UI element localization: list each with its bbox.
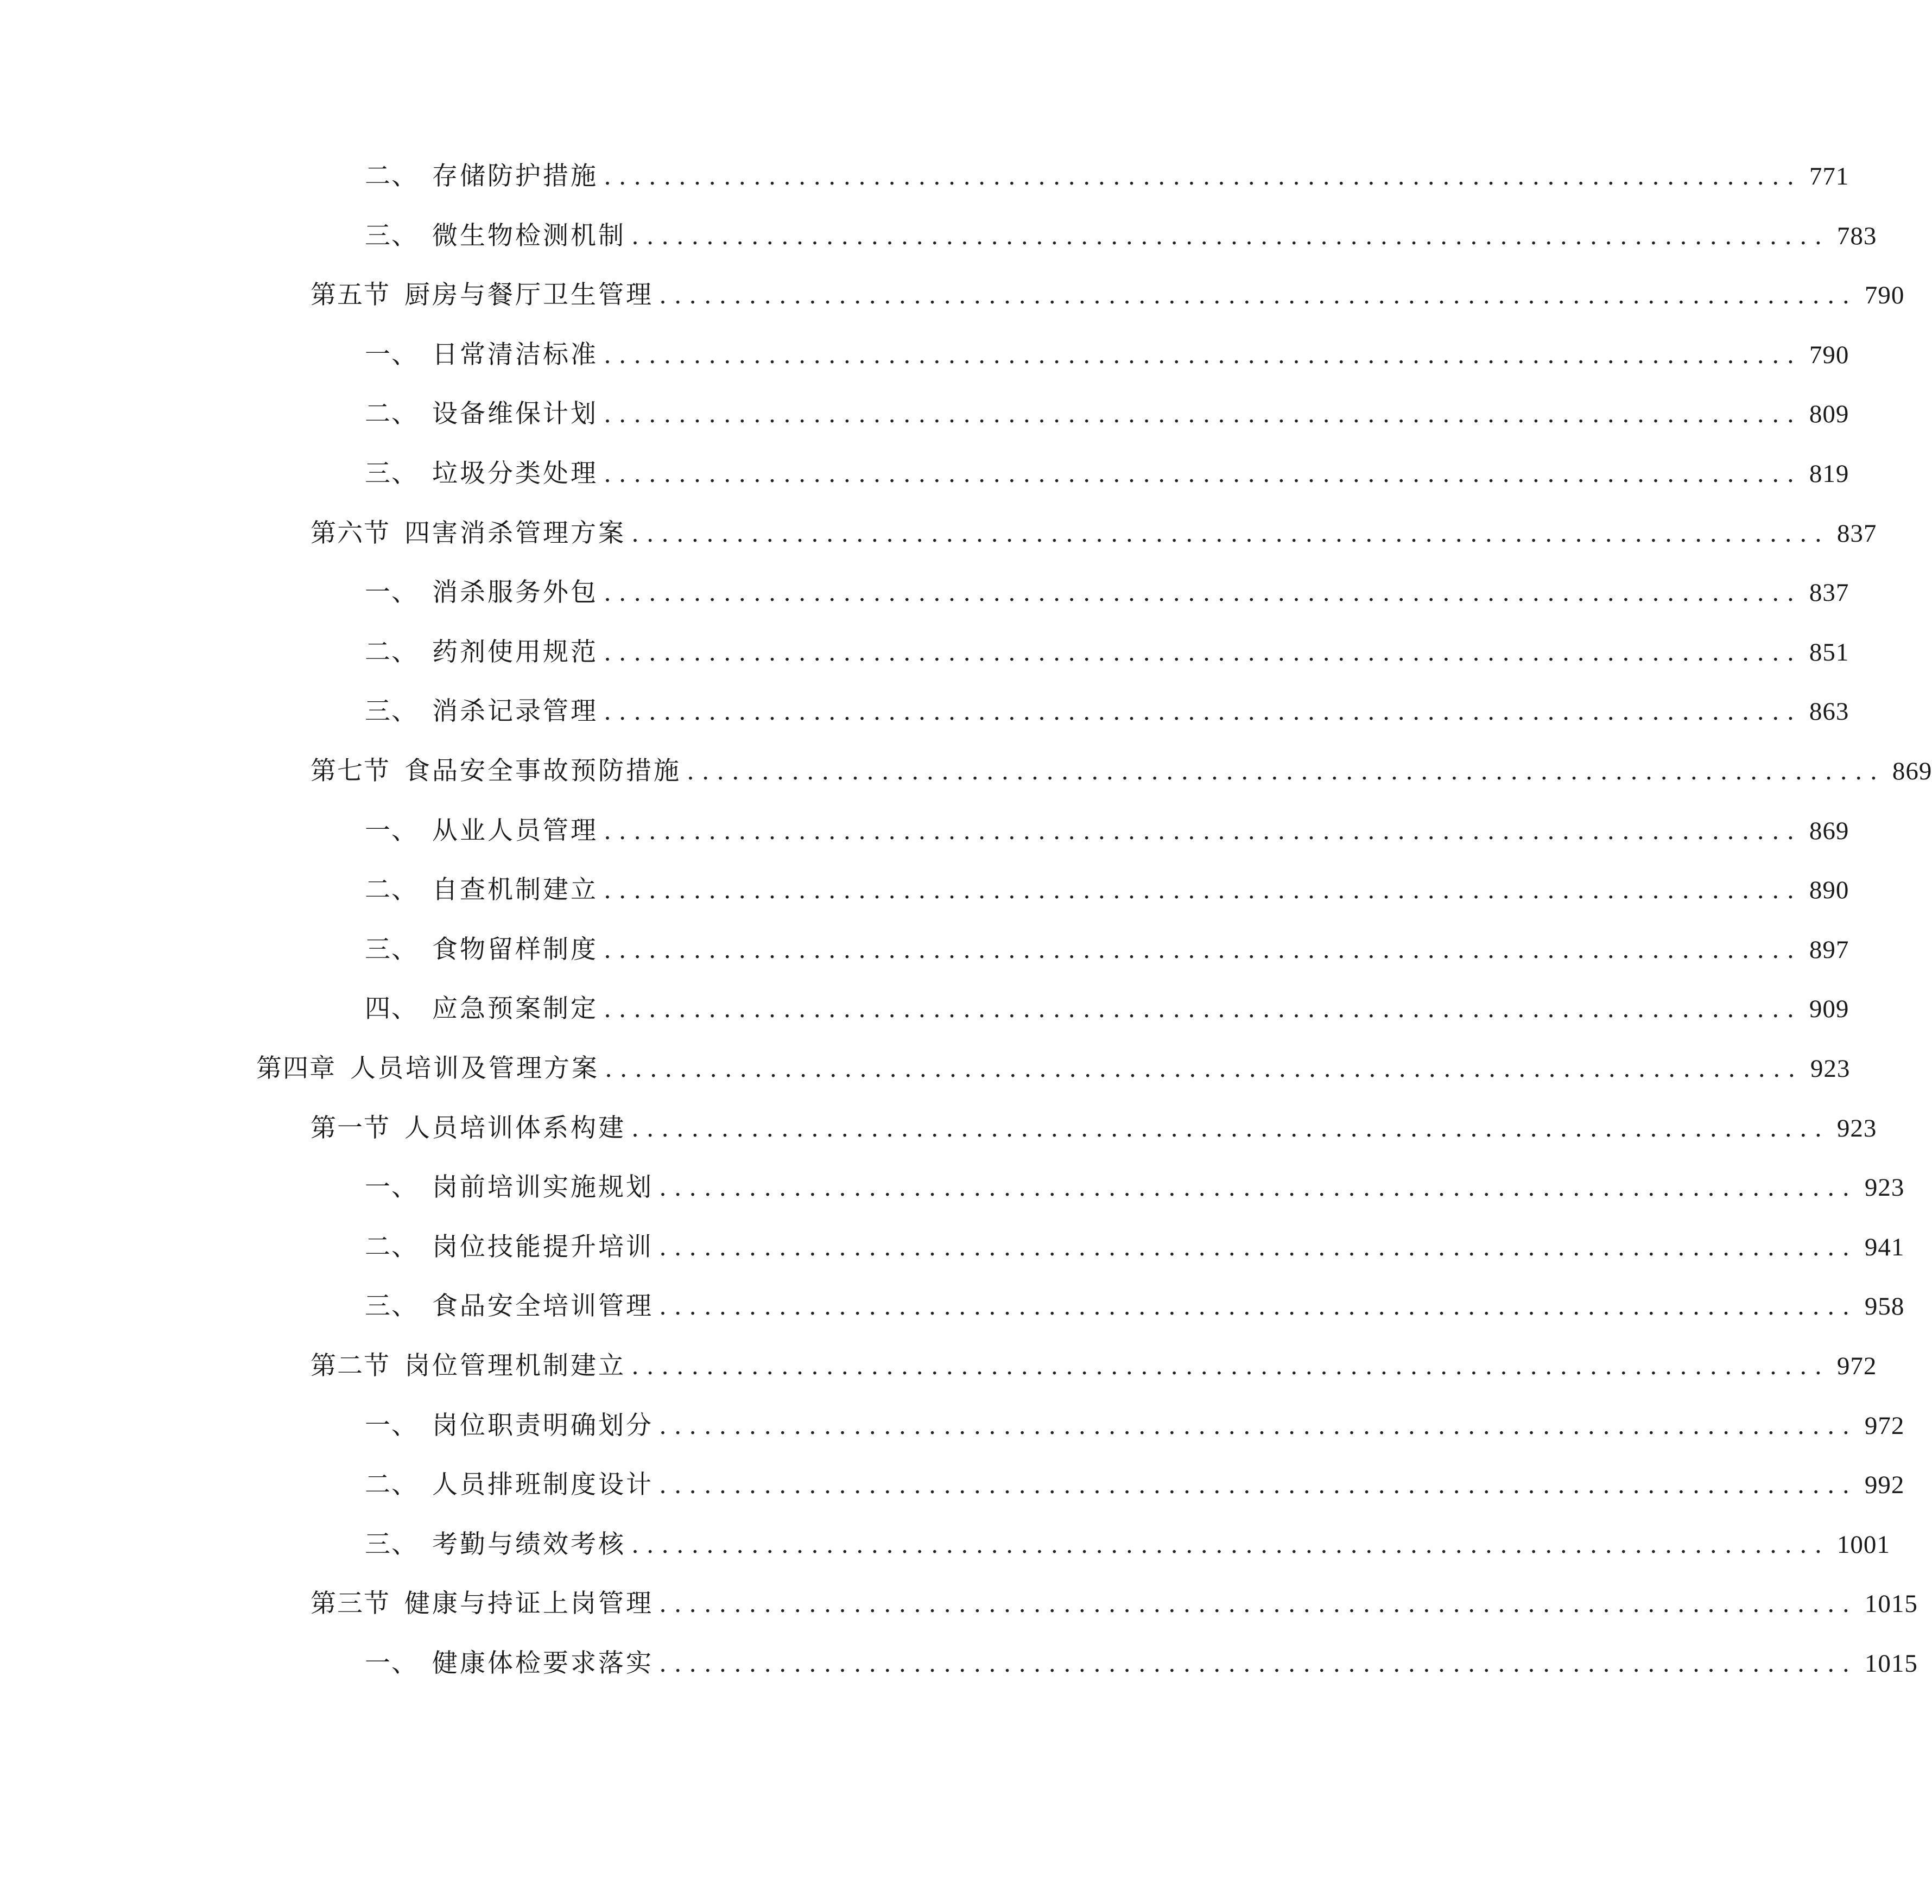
toc-entry-number: 一、: [365, 339, 418, 370]
dot-leader: ................................................................................: [631, 1114, 1829, 1143]
toc-entry-number: 第三节: [311, 1589, 390, 1619]
toc-entry-title: 设备维保计划: [432, 399, 598, 429]
toc-entry-number: 一、: [365, 1172, 418, 1203]
toc-entry-page-number: 790: [1809, 340, 1849, 369]
toc-entry-title: 厨房与餐厅卫生管理: [404, 280, 654, 310]
dot-leader: ................................................................................: [604, 877, 1802, 905]
dot-leader: ................................................................................: [604, 638, 1802, 667]
toc-entry-page-number: 837: [1809, 579, 1849, 607]
toc-entry-page-number: 958: [1864, 1292, 1905, 1321]
toc-entry[interactable]: [311, 752, 1932, 790]
toc-entry-page-number: 909: [1809, 995, 1849, 1024]
toc-entry-page-number: 771: [1809, 162, 1849, 191]
toc-entry-page-number: 851: [1809, 638, 1849, 667]
toc-entry-title: 岗位技能提升培训: [432, 1232, 654, 1262]
toc-entry-page-number: 890: [1809, 876, 1849, 905]
toc-entry-page-number: 972: [1864, 1411, 1905, 1440]
toc-entry-number: 第二节: [311, 1351, 390, 1381]
toc-entry-number: 二、: [365, 637, 418, 667]
dot-leader: ................................................................................: [659, 1412, 1857, 1440]
toc-entry-title: 微生物检测机制: [432, 220, 626, 251]
toc-entry-page-number: 863: [1809, 697, 1849, 726]
toc-entry-page-number: 972: [1836, 1352, 1877, 1380]
toc-entry-title: 岗前培训实施规划: [432, 1172, 654, 1203]
toc-entry-title: 人员培训体系构建: [404, 1113, 626, 1143]
toc-entry[interactable]: [365, 1645, 1918, 1683]
toc-entry[interactable]: [365, 812, 1849, 850]
toc-entry-title: 考勤与绩效考核: [432, 1529, 626, 1559]
toc-entry-number: 第一节: [311, 1113, 390, 1143]
toc-entry[interactable]: [311, 515, 1877, 553]
toc-entry-number: 三、: [365, 1291, 418, 1322]
toc-entry-page-number: 923: [1810, 1055, 1851, 1083]
toc-entry-page-number: 869: [1809, 816, 1849, 845]
toc-entry-number: 三、: [365, 1529, 418, 1559]
toc-entry[interactable]: [365, 931, 1849, 969]
dot-leader: ................................................................................: [659, 1293, 1857, 1321]
toc-entry[interactable]: [365, 1526, 1890, 1564]
toc-entry-page-number: 1015: [1864, 1590, 1918, 1619]
toc-entry[interactable]: [256, 1050, 1851, 1088]
toc-entry-title: 岗位职责明确划分: [432, 1410, 654, 1440]
toc-entry-number: 二、: [365, 161, 418, 191]
toc-entry-number: 三、: [365, 934, 418, 964]
toc-entry-title: 人员培训及管理方案: [350, 1053, 599, 1083]
toc-entry-title: 健康体检要求落实: [432, 1648, 654, 1678]
dot-leader: ................................................................................: [604, 995, 1802, 1024]
toc-entry-number: 第七节: [311, 756, 390, 786]
toc-entry-number: 二、: [365, 1232, 418, 1262]
toc-entry-page-number: 1015: [1864, 1649, 1918, 1678]
toc-entry[interactable]: [365, 217, 1877, 255]
toc-entry-title: 消杀服务外包: [432, 577, 598, 608]
dot-leader: ................................................................................: [659, 1174, 1857, 1202]
dot-leader: ................................................................................: [605, 1055, 1803, 1083]
dot-leader: ................................................................................: [604, 401, 1802, 429]
toc-entry-page-number: 790: [1864, 281, 1905, 310]
dot-leader: ................................................................................: [631, 519, 1829, 548]
toc-entry-number: 三、: [365, 459, 418, 488]
toc-entry-title: 自查机制建立: [432, 875, 598, 905]
toc-entry-title: 消杀记录管理: [432, 696, 598, 727]
toc-entry-title: 日常清洁标准: [432, 339, 598, 370]
toc-entry[interactable]: [365, 633, 1849, 671]
dot-leader: ................................................................................: [604, 341, 1802, 369]
toc-entry[interactable]: [365, 1407, 1905, 1445]
toc-entry-title: 人员排班制度设计: [432, 1470, 654, 1500]
dot-leader: ................................................................................: [604, 936, 1802, 964]
dot-leader: ................................................................................: [604, 579, 1802, 607]
toc-entry[interactable]: [311, 1347, 1877, 1385]
toc-entry-title: 垃圾分类处理: [432, 459, 598, 488]
toc-entry-title: 食品安全培训管理: [432, 1291, 654, 1322]
toc-entry[interactable]: [365, 990, 1849, 1028]
toc-entry-number: 二、: [365, 399, 418, 429]
toc-entry-title: 健康与持证上岗管理: [404, 1589, 654, 1619]
toc-entry-number: 四、: [365, 994, 418, 1024]
toc-entry-number: 三、: [365, 696, 418, 727]
toc-entry[interactable]: [365, 1466, 1905, 1504]
toc-entry-number: 一、: [365, 577, 418, 608]
toc-entry-page-number: 1001: [1836, 1530, 1890, 1559]
toc-entry-page-number: 897: [1809, 935, 1849, 964]
toc-entry-page-number: 783: [1836, 221, 1877, 250]
toc-entry-page-number: 869: [1892, 757, 1932, 785]
dot-leader: ................................................................................: [659, 1650, 1857, 1678]
dot-leader: ................................................................................: [659, 1233, 1857, 1261]
toc-entry[interactable]: [311, 276, 1905, 314]
dot-leader: ................................................................................: [659, 1590, 1857, 1619]
dot-leader: ................................................................................: [604, 460, 1802, 488]
toc-entry[interactable]: [365, 693, 1849, 731]
toc-entry-title: 四害消杀管理方案: [404, 518, 626, 548]
toc-entry-title: 食品安全事故预防措施: [404, 756, 681, 786]
toc-entry[interactable]: [365, 395, 1849, 433]
toc-entry[interactable]: [311, 1585, 1918, 1623]
toc-entry-page-number: 837: [1836, 519, 1877, 548]
toc-entry-number: 第六节: [311, 518, 390, 548]
toc-entry-number: 三、: [365, 220, 418, 251]
toc-entry-title: 应急预案制定: [432, 994, 598, 1024]
toc-entry-title: 存储防护措施: [432, 161, 598, 191]
toc-entry-number: 第四章: [256, 1053, 336, 1083]
toc-entry[interactable]: [365, 455, 1849, 493]
toc-entry[interactable]: [365, 1228, 1905, 1266]
toc-entry-number: 二、: [365, 1470, 418, 1500]
toc-entry-number: 一、: [365, 815, 418, 846]
dot-leader: ................................................................................: [604, 817, 1802, 845]
toc-entry[interactable]: [365, 1169, 1905, 1207]
dot-leader: ................................................................................: [631, 1531, 1829, 1559]
dot-leader: ................................................................................: [687, 758, 1885, 785]
toc-entry-number: 第五节: [311, 280, 390, 310]
toc-entry-number: 一、: [365, 1410, 418, 1440]
toc-entry-number: 一、: [365, 1648, 418, 1678]
toc-entry[interactable]: [365, 574, 1849, 612]
dot-leader: ................................................................................: [631, 222, 1829, 250]
toc-entry[interactable]: [365, 871, 1849, 909]
toc-entry-number: 二、: [365, 875, 418, 905]
toc-entry-title: 从业人员管理: [432, 815, 598, 846]
toc-entry-page-number: 923: [1864, 1173, 1905, 1202]
dot-leader: ................................................................................: [604, 163, 1802, 191]
dot-leader: ................................................................................: [659, 1471, 1857, 1500]
toc-entry-title: 食物留样制度: [432, 934, 598, 964]
dot-leader: ................................................................................: [631, 1353, 1829, 1380]
toc-entry-page-number: 923: [1836, 1114, 1877, 1143]
toc-entry-page-number: 809: [1809, 400, 1849, 429]
dot-leader: ................................................................................: [604, 698, 1802, 726]
toc-entry[interactable]: [365, 1287, 1905, 1325]
toc-entry-page-number: 992: [1864, 1471, 1905, 1500]
toc-entry-title: 岗位管理机制建立: [404, 1351, 626, 1381]
toc-entry-title: 药剂使用规范: [432, 637, 598, 667]
toc-entry[interactable]: [365, 336, 1849, 374]
toc-entry[interactable]: [365, 157, 1849, 195]
toc-entry-page-number: 819: [1809, 460, 1849, 488]
toc-entry-page-number: 941: [1864, 1233, 1905, 1261]
toc-entry[interactable]: [311, 1109, 1877, 1147]
dot-leader: ................................................................................: [659, 282, 1857, 310]
